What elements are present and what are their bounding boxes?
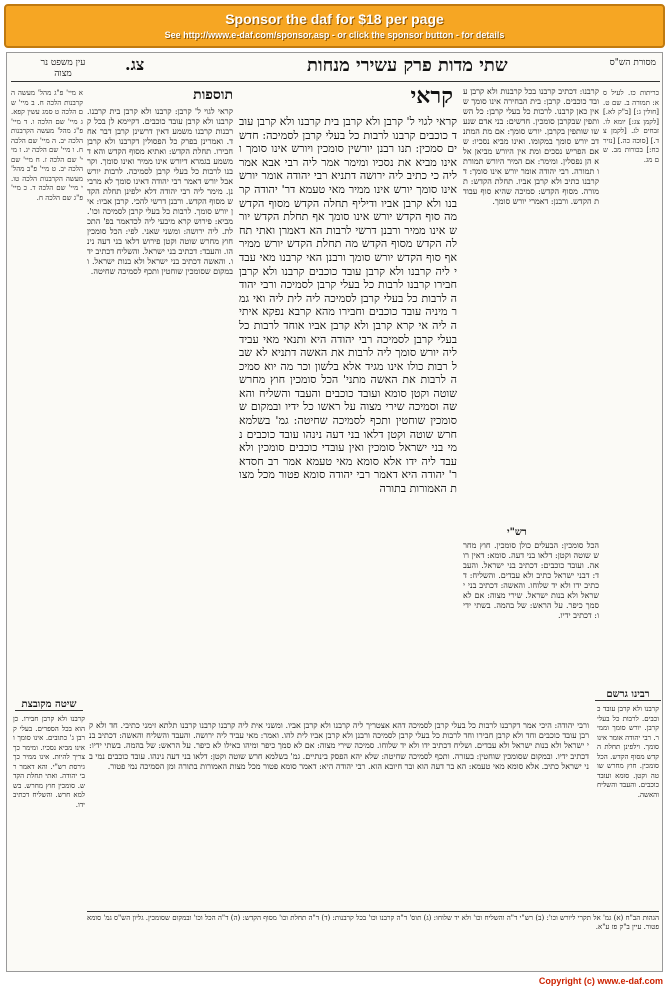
rashi-text: קרבנו: דכתיב קרבנו בכל קרבנות ולא קרבן עובד כוכבים. קרבן: בית הבחירה אינו סומך שאין כאן קרבנו. לרבות כל בעלי קרבן: כל השותפין שבקרבן סומכין. חדשים: בני אדם שנעשו שותפין בקרבן. יורש סומך: אם מת המתנדב יורש סומך במקומו. ואינו מביא נסכיו: שאם הפריש נסכים ומת אין היורש מביאן אלא הן נפסלין. ומימר: אם המיר היורש תמורתו תמורה. רבי יהודה אומר יורש אינו סומך: דקרבנו כתיב ולא קרבן אביו. תחלת הקדש: תמורה. מסוף הקדש: סמיכה שהיא סוף עבודת הקדש. ורבנן: דאמרי יורש סומך. (463, 87, 599, 206)
rabbeinu-gershom-column (594, 705, 659, 905)
header-rule (11, 81, 660, 82)
footnotes (84, 911, 659, 955)
rabbeinu-gershom-heading: רבינו גרשם (595, 689, 661, 701)
masoret-hashas-label: מסורת הש"ס (609, 58, 656, 68)
rashi-label: רש"י (507, 527, 527, 538)
sponsor-title[interactable]: Sponsor the daf for $18 per page (225, 11, 444, 27)
rashi-column-lower (460, 541, 599, 721)
footnotes-text: הגהות הב"ח (א) גמ' אל תקרי ליורש וכו': (ב) רש"י ד"ה והשליח וכו' ולא יד שלוחו: (ג) תוס' ד"ה קרבנו וכו' בכל קרבנות: (ד) ד"ה תחלת וכו' מסוף הקדש: (ה) ד"ה הכל וכו' ובמקום שסומכין. גליון הש"ס גמ' סומא פטור. עיין ב"ק פז ע"א. (84, 914, 659, 931)
bottom-commentary-block (86, 721, 589, 905)
sponsor-banner[interactable] (4, 4, 665, 48)
page-title: שתי מדות פרק עשירי מנחות (307, 55, 508, 76)
gemara-column (235, 115, 457, 715)
shita-mekubetzet-text: קרבנו ולא קרבן חבירו. כן הוא בכל הספרים. בעלי קרבן ג' כתובים. אינו סומך ואינו מביא נסכיו. ומימר כך צריך להיות. אינו ממיר כך גירסת רש"י. והא דאמר רבי יהודה. ואתי תחלת הקדש. סומכין חוץ מחרש. בשלמא חרש. והשליח דכתיב ידו. (10, 715, 85, 809)
tosafot-heading: תוספות (193, 87, 233, 103)
copyright-link[interactable]: Copyright (c) www.e-daf.com (538, 976, 663, 986)
masoret-hashas-column (600, 89, 659, 679)
shita-mekubetzet-column (10, 715, 85, 885)
tosafot-text: קראי לגוי ל' קרבן: קרבנו ולא קרבן בית קרבנו. קרבנו ולא קרבן עובד כוכבים. דקיימא לן בכל קרבנות קרבנו משמע דאין דרשינן קרבן דבר אחד. ואמרינן בפרק כל הפסולין דקרבנו ולא קרבן חבירו. תחלת הקדש: ואתיא מסוף הקדש והא דמשמע בגמרא דיורש אינו ממיר ואינו סומך. וקרבנו לרבות כל בעלי קרבן לסמיכה. לרבות יורש אבל יורש דאמר רבי יהודה דאינו סומך לא מרבינן. מימר ליה רבי יהודה דלא ילפינן תחלת הקדש מסוף הקדש. ורבנן דרשי להכי. קרבן אביו: אין יורש סומך. לרבות כל בעלי קרבן לסמיכה וכו'. מביא: פירוש קרא מיבעי ליה לכדאמר בפ' התכלת. ליה ירושה: ומשני שאני. לפי: הכל סומכין חוץ מחרש שוטה וקטן פירוש דלאו בני דעה נינהו. והעבד: דכתיב בני ישראל. והשליח דכתיב ידו. והאשה דכתיב בני ישראל ולא בנות ישראל. ובמקום שסומכין שוחטין ותכף לסמיכה שחיטה. (84, 107, 233, 276)
talmud-page (6, 52, 663, 972)
ein-mishpat-label: עין משפט נר מצוה (40, 58, 86, 79)
folio-number: צג. (125, 55, 145, 74)
sponsor-subtitle[interactable]: See http://www.e-daf.com/sponsor.asp - or click the sponsor button - for details (164, 30, 505, 40)
gemara-text: קראי לגוי ל' קרבן ולא קרבן בית קרבנו ולא קרבן עובד כוכבים קרבנו לרבות כל בעלי קרבן לסמיכה: חדשים סמכין: תנו רבנן יורשין סומכין ויורש אינו סומך ואינו מביא את נסכיו ומימר אמר ליה רבי אבא אמר ליה כי כתיב ליה ירושה דתניא רבי יהודה אומר יורש אינו סומך יורש אינו ממיר מאי טעמא דר' יהודה קרבנו ולא קרבן אביו ודיליף תחלה הקדש מסוף הקדש מה סוף הקדש יורש אינו סומך אף תחלת הקדש יורש אינו ממיר ורבנן דרשי לרבות הא דאמרן ואתי תחלה הקדש מסוף הקדש מה תחלת הקדש יורש ממיר אף סוף הקדש יורש סומך ורבנן האי קרבנו מאי עבדי ליה קרבנו ולא קרבן עובד כוכבים קרבנו ולא קרבן חבירו קרבנו לרבות כל בעלי קרבן לסמיכה ורבי יהודה לרבות כל בעלי קרבן לסמיכה ליה לית ליה ואי גמר מיניה עובד כוכבים וחבירו מהא קרבא נפקא איתיה ליה אי קרא קרבן ולא קרבן אביו אוחד לרבות כל בעלי קרבן לסמיכה רבי יהודה היא ותנאי מאי עביד ליה יורש סומך ליה לרבות את האשה דתניא לא שבל רבות כולו אינו מגיד אלא בלשון וכר מה יוא סמיכה לרבות את האשה מתני' הכל סומכין חוץ מחרש שוטה וקטן סומא ועובד כוכבים והעבד והשליח והאשה וסמיכה שירי מצוה על ראשו כל ידיו ובמקום שסומכין שוחטין ותכף לסמיכה שחיטה: גמ' בשלמא חרש שוטה וקטן דלאו בני דעה נינהו עובד כוכבים נמי בני ישראל סומכין ואין עובדי כוכבים סומכין ולא עבד ליה ידו אלא סומא מאי טעמא אמר רב חסדא ר' יהודה היא דאמר רבי יהודה סומא פטור מכל מצות האמורות בתורה (235, 115, 457, 496)
rabbeinu-gershom-text: קרבנו ולא קרבן עובד כוכבים. לרבות כל בעלי קרבן. יורש סומך וממיר. רבי יהודה אומר אינו סומך. וילפינן תחלת הקדש מסוף הקדש. הכל סומכין. חוץ מחרש שוטה וקטן. סומא ועובד כוכבים. והעבד והשליח והאשה. (594, 705, 659, 799)
shita-mekubetzet-heading: שיטה מקובצת (15, 699, 83, 711)
bottom-commentary-text: ורבי יהודה: היכי אמר דקרבנו לרבות כל בעלי קרבן לסמיכה דהא אצטריך ליה קרבנו ולא קרבן אביו. ומשני אית ליה קרבנו קרבנו קרבנו תלתא זימני כתיבי. חד ולא קרבן עובד כוכבים וחד ולא קרבן חבירו וחד לרבות כל בעלי קרבן לסמיכה ורבנן ולא קרבן אביו לית להו. ואמר: מאי עביד ליה ירושה. והעבד והשליח והאשה: דכתיב בני ישראל ולא בנות ישראל ולא עבדים. ושליח דכתיב ידו ולא יד שלוחו. סמיכה שירי מצוה: אם לא סמך כיפר ומיהו כאילו לא כיפר. על הראש: של בהמה. בשתי ידיו: דכתיב ידיו. ובמקום שסומכין שוחטין: בעזרה. ותכף לסמיכה שחיטה: שלא יהא הפסק בינתיים. גמ' בשלמא חרש שוטה וקטן: דלאו בני דעה נינהו. עובד כוכבים נמי בני ישראל כתיב. אלא סומא מאי טעמא: הא בר דעה הוא ובר חיובא הוא. רבי יהודה היא: דאמר סומא פטור מכל מצות האמורות בתורה ומן הסמיכה נמי פטור. (86, 721, 589, 771)
tosafot-column (84, 107, 233, 697)
ein-mishpat-text: א מיי' פ"ג מהל' מעשה הקרבנות הלכה ח. ב מיי' שם הלכה ט סמג עשין קפא. ג מיי' שם הלכה ו. ד מיי' פ"ג מהל' מעשה הקרבנות הלכה יב. ה מיי' שם הלכה ח. ו מיי' שם הלכה יג. ז מיי' שם הלכה ז. ח מיי' שם הלכה יב. ט מיי' פ"ב מהל' מעשה הקרבנות הלכה טו. י מיי' שם הלכה ד. כ מיי' פ"ג שם הלכה ח. (8, 89, 83, 202)
rashi-text-lower: הכל סומכין: הבעלים כולן סומכין. חוץ מחרש שוטה וקטן: דלאו בני דעה. סומא: דאין רואה. ועובד כוכבים: דכתיב בני ישראל. והעבד: דבני ישראל כתיב ולא עבדים. והשליח: דכתיב ידו ולא יד שלוחו. והאשה: דכתיב בני ישראל ולא בנות ישראל. שירי מצוה: אם לא סמך כיפר. על הראש: של בהמה. בשתי ידיו: דכתיב ידיו. (460, 541, 599, 620)
masoret-hashas-text: כריתות כז. לעיל סא: תמורה ב. שם ט. [חולין ג:] [ב"ק לא.] [לקמן צג:] יומא לו. זבחים לג. [לקמן צד.] [סוכה כה.] [נזיר כח:] בכורות מב. שם מג. (600, 89, 659, 164)
gemara-opening-word: קראי (410, 83, 453, 109)
rashi-column (463, 87, 599, 527)
